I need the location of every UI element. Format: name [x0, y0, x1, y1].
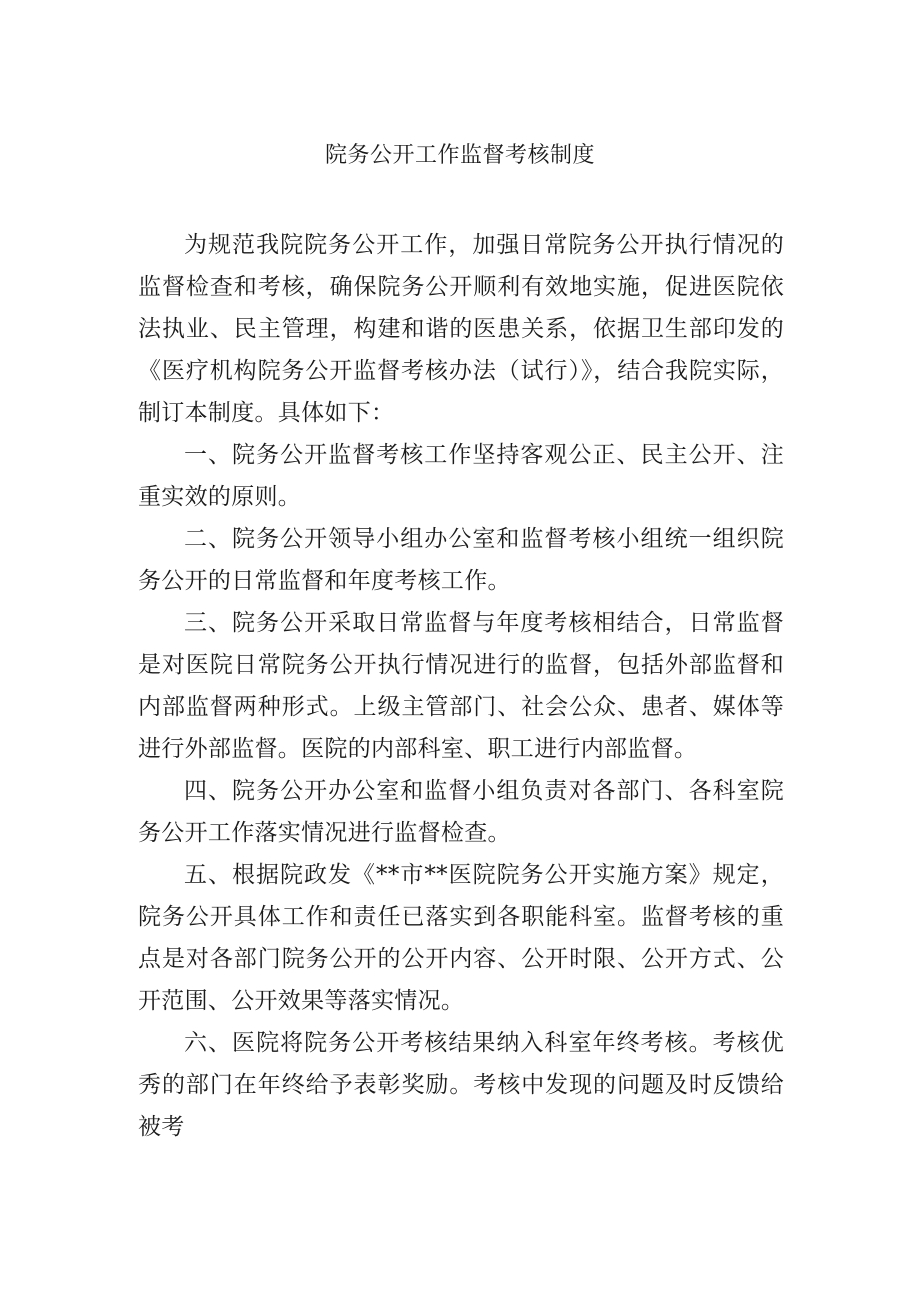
document-body: [138, 224, 784, 1148]
paragraph-item-2: 二、院务公开领导小组办公室和监督考核小组统一组织院务公开的日常监督和年度考核工作。: [138, 526, 784, 594]
paragraph-item-6: 六、医院将院务公开考核结果纳入科室年终考核。考核优秀的部门在年终给予表彰奖励。考核中发现的问题及时反馈给被考: [138, 1030, 784, 1140]
paragraph-item-4: 四、院务公开办公室和监督小组负责对各部门、各科室院务公开工作落实情况进行监督检查。: [138, 778, 784, 846]
paragraph-item-5: 五、根据院政发《**市**医院院务公开实施方案》规定，院务公开具体工作和责任已落实到各职能科室。监督考核的重点是对各部门院务公开的公开内容、公开时限、公开方式、公开范围、公开效果等落实情况。: [138, 862, 784, 1014]
paragraph-item-1: 一、院务公开监督考核工作坚持客观公正、民主公开、注重实效的原则。: [138, 442, 784, 510]
paragraph-intro: 为规范我院院务公开工作，加强日常院务公开执行情况的监督检查和考核，确保院务公开顺利有效地实施，促进医院依法执业、民主管理，构建和谐的医患关系，依据卫生部印发的《医疗机构院务公开监督考核办法（试行）》，结合我院实际，制订本制度。具体如下：: [138, 232, 784, 426]
document-title: 院务公开工作监督考核制度: [324, 143, 595, 168]
paragraph-item-3: 三、院务公开采取日常监督与年度考核相结合，日常监督是对医院日常院务公开执行情况进行的监督，包括外部监督和内部监督两种形式。上级主管部门、社会公众、患者、媒体等进行外部监督。医院的内部科室、职工进行内部监督。: [138, 610, 784, 762]
